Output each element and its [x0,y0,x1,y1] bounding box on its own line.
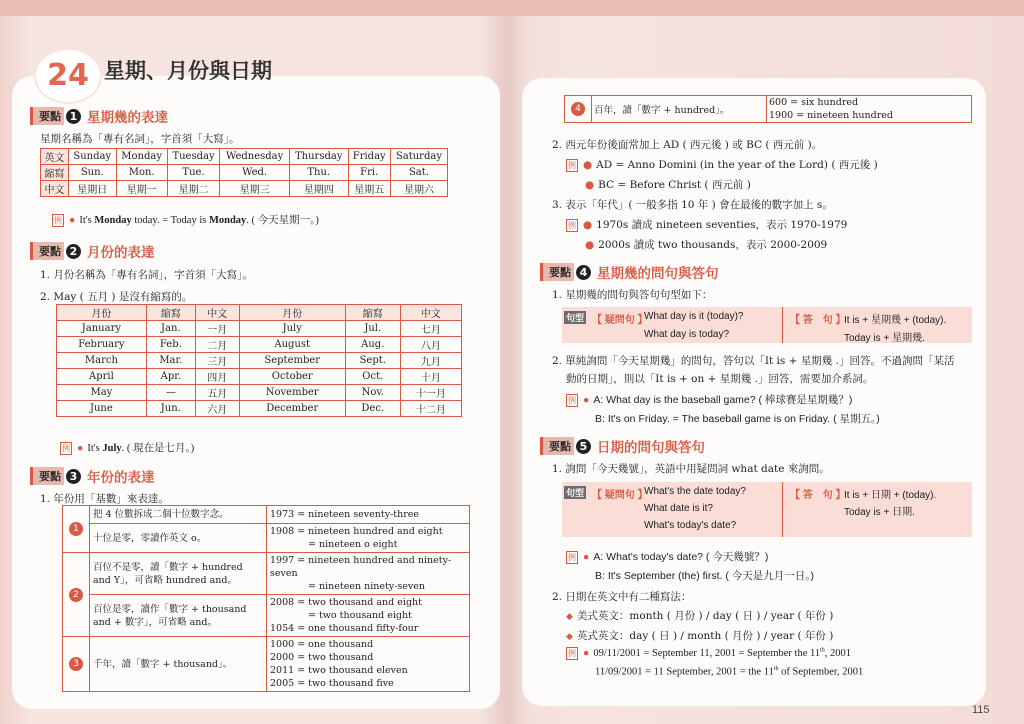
table-row [565,96,972,123]
answer-label: 【 答 句 】 [790,315,846,326]
table-cell: June [57,401,147,417]
year-table [62,505,470,692]
table-cell: 三月 [195,353,239,369]
example-badge: 例 [54,216,62,225]
example-line: = nineteen ninety-seven [308,581,425,592]
column-header: 中文 [195,305,239,321]
table-cell: Sunday [68,149,116,165]
table-row [57,337,462,353]
sec4-line2: 2. 單純詢問「今天星期幾」的問句，答句以「It is + 星期幾 .」回答。不過詢問「某活 [552,355,955,367]
table-cell: Tuesday [167,149,220,165]
rule-cell: 百位不是零，讀「數字 + hundred and Y」，可省略 hundred and。 [90,553,267,595]
section-title: 月份的表達 [87,245,155,261]
table-row [41,165,448,181]
year-table-continued [564,95,972,123]
table-cell: 十月 [400,369,461,385]
rule-cell: 百年，讀「數字 + hundred」。 [592,96,767,123]
divider [782,482,783,537]
weekday-table [40,148,448,197]
table-cell: Friday [348,149,390,165]
example-cell [267,637,470,692]
table-cell: 星期二 [167,181,220,197]
table-cell: Thursday [289,149,348,165]
table-cell: 星期六 [390,181,447,197]
example-badge: 例 [568,553,576,562]
divider [782,307,783,343]
table-cell: — [146,385,195,401]
table-row [41,149,448,165]
decade-example-1: 例 ● 1970s 讀成 nineteen seventies，表示 1970-1979 [568,219,848,231]
question-2: What date is it? [644,503,713,514]
section-1-heading [30,106,168,126]
section-title: 年份的表達 [87,470,155,486]
sec3-line1: 1. 年份用「基數」來表達。 [40,493,169,505]
example-badge: 例 [568,649,576,658]
date-pattern-box [562,482,972,537]
us-format: ◆ 美式英文：month ( 月份 ) / day ( 日 ) / year ( 年份 ) [566,610,834,622]
table-cell: October [239,369,345,385]
bullet-icon: ● [69,215,76,226]
example-line: 2000 = two thousand [270,652,374,663]
table-cell: 一月 [195,321,239,337]
table-cell: 八月 [400,337,461,353]
row-label: 縮寫 [41,165,69,181]
sec4-example-b: B: It's on Friday. = The baseball game is on Friday. ( 星期五。) [595,413,880,425]
ad-example: 例 ● AD = Anno Domini (in the year of the Lord) ( 西元後 ) [568,159,878,171]
table-cell: 九月 [400,353,461,369]
page-top-band [0,0,1024,16]
table-cell: December [239,401,345,417]
diamond-icon: ◆ [566,632,573,642]
example-line: = nineteen o eight [308,539,398,550]
table-cell: 二月 [195,337,239,353]
bullet-icon: ● [583,394,590,406]
table-cell: Sun. [68,165,116,181]
table-row [57,353,462,369]
date-example-2: 11/09/2001 = 11 September, 2001 = the 11th of September, 2001 [595,666,864,678]
group-cell [63,506,90,553]
table-cell: Nov. [345,385,400,401]
row-label: 中文 [41,181,69,197]
column-header: 月份 [239,305,345,321]
table-cell: Jan. [146,321,195,337]
bullet-icon: ● [583,551,590,563]
section-number: 4 [576,265,591,280]
yaodian-tag: 要點 [30,242,64,260]
bullet-icon: ● [583,159,593,171]
example-badge: 例 [62,444,70,453]
answer-2: Today is + 日期. [844,507,915,518]
table-cell: Mon. [116,165,167,181]
table-cell: 星期三 [220,181,290,197]
sec2-line2: 2. May ( 五月 ) 是沒有縮寫的。 [40,291,193,303]
table-row [63,553,470,595]
table-cell: 星期一 [116,181,167,197]
sec4-example-a: 例 ● A: What day is the baseball game? ( 棒球賽是星期幾？) [568,394,853,406]
table-cell: Wednesday [220,149,290,165]
group-cell [63,637,90,692]
example-line: 2011 = two thousand eleven [270,665,408,676]
column-header: 月份 [57,305,147,321]
table-row [57,385,462,401]
bullet-icon: ● [583,219,593,231]
circle-number: 3 [69,657,83,671]
section-number: 5 [576,439,591,454]
circle-number: 4 [571,102,585,116]
table-cell: Mar. [146,353,195,369]
table-cell: 四月 [195,369,239,385]
sec4-line2b: 動的日期」，則以「It is + on + 星期幾 .」回答，需要加介系詞。 [566,373,874,385]
question-label: 【 疑問句 】 [592,315,648,326]
sec4-line1: 1. 星期幾的問句與答句句型如下： [552,289,713,301]
section-5-heading [540,436,705,456]
yaodian-tag: 要點 [30,467,64,485]
example-badge: 例 [568,396,576,405]
example-cell [267,553,470,595]
table-cell: Wed. [220,165,290,181]
table-cell: Jun. [146,401,195,417]
table-cell: 十二月 [400,401,461,417]
table-cell: February [57,337,147,353]
question-label: 【 疑問句 】 [592,490,648,501]
table-cell: 星期日 [68,181,116,197]
sec5-line1: 1. 詢問「今天幾號」，英語中用疑問詞 what date 來詢問。 [552,463,830,475]
date-example-1: 例 ● 09/11/2001 = September 11, 2001 = September the 11th, 2001 [568,647,852,659]
row-label: 英文 [41,149,69,165]
question-3: What's today's date? [644,520,737,531]
section-2-heading [30,241,155,261]
example-line: 1000 = one thousand [270,639,374,650]
table-cell: Aug. [345,337,400,353]
table-cell: Tue. [167,165,220,181]
sec5-example-a: 例 ● A: What's today's date? ( 今天幾號？) [568,551,769,563]
table-row [57,401,462,417]
table-cell: November [239,385,345,401]
circle-number: 2 [69,588,83,602]
pattern-label: 句型 [566,488,585,498]
table-cell: 十一月 [400,385,461,401]
example-badge: 例 [568,221,576,230]
circle-number: 1 [69,522,83,536]
table-cell: 星期五 [348,181,390,197]
column-header: 縮寫 [345,305,400,321]
table-cell: Fri. [348,165,390,181]
section-title: 星期幾的問句與答句 [597,266,719,282]
sec3-line3: 3. 表示「年代」( 一般多指 10 年 ) 會在最後的數字加上 s。 [552,199,833,211]
pattern-label: 句型 [566,313,585,323]
rule-cell: 十位是零，零讀作英文 o。 [90,524,267,553]
table-cell: 六月 [195,401,239,417]
section-number: 2 [66,244,81,259]
example-line: 1908 = nineteen hundred and eight [270,526,443,537]
table-cell: Apr. [146,369,195,385]
answer-label: 【 答 句 】 [790,490,846,501]
section-4-heading [540,262,719,282]
sec2-example: 例 ● It's July. ( 現在是七月。) [62,443,195,454]
rule-cell: 把 4 位數拆成二個十位數字念。 [90,506,267,524]
sec1-example: 例 ● It's Monday today. = Today is Monday. ( 今天星期一。) [54,215,319,226]
answer-1: It is + 星期幾 + (today). [844,315,947,326]
diamond-icon: ◆ [566,612,573,622]
table-cell: 五月 [195,385,239,401]
table-cell: January [57,321,147,337]
bullet-icon: ● [583,648,590,659]
sec1-intro: 星期名稱為「專有名詞」，字首須「大寫」。 [40,133,240,145]
example-line: 1054 = one thousand fifty-four [270,623,419,634]
table-row [57,369,462,385]
table-header-row [57,305,462,321]
table-cell: Jul. [345,321,400,337]
rule-cell: 千年，讀「數字 + thousand」。 [90,637,267,692]
bullet-icon: ● [77,443,84,454]
table-cell: 七月 [400,321,461,337]
yaodian-tag: 要點 [540,263,574,281]
bc-example: ● BC = Before Christ ( 西元前 ) [585,179,751,191]
yaodian-tag: 要點 [30,107,64,125]
example-line: 1997 = nineteen hundred and ninety-seven [270,555,452,579]
table-cell: Thu. [289,165,348,181]
answer-2: Today is + 星期幾. [844,333,925,344]
table-cell: Sept. [345,353,400,369]
table-row [63,506,470,524]
section-title: 日期的問句與答句 [597,440,705,456]
bullet-icon: ● [585,179,595,191]
table-cell: August [239,337,345,353]
table-row [57,321,462,337]
table-cell: Oct. [345,369,400,385]
table-row [63,637,470,692]
table-cell: Feb. [146,337,195,353]
table-cell: March [57,353,147,369]
section-title: 星期幾的表達 [87,110,168,126]
question-1: What day is it (today)? [644,311,744,322]
yaodian-tag: 要點 [540,437,574,455]
column-header: 縮寫 [146,305,195,321]
table-row [63,524,470,553]
example-line: 1973 = nineteen seventy-three [270,509,419,520]
example-line: = two thousand eight [308,610,412,621]
month-table [56,304,462,417]
sec2-line1: 1. 月份名稱為「專有名詞」，字首須「大寫」。 [40,269,253,281]
table-cell: Monday [116,149,167,165]
example-line: 2005 = two thousand five [270,678,394,689]
table-cell: Sat. [390,165,447,181]
table-cell: May [57,385,147,401]
section-number: 1 [66,109,81,124]
table-cell: Dec. [345,401,400,417]
group-cell [63,553,90,637]
sec5-line2: 2. 日期在英文中有二種寫法： [552,591,692,603]
example-badge: 例 [568,161,576,170]
example-line: 2008 = two thousand and eight [270,597,422,608]
example-cell [267,524,470,553]
chapter-number: 24 [34,48,102,104]
example-cell: 600 = six hundred 1900 = nineteen hundred [767,96,972,123]
question-1: What's the date today? [644,486,746,497]
bullet-icon: ● [585,239,595,251]
page-number: 115 [972,704,990,716]
section-number: 3 [66,469,81,484]
sec5-example-b: B: It's September (the) first. ( 今天是九月一日。) [595,570,815,582]
chapter-title: 星期、月份與日期 [104,58,272,83]
table-cell: 星期四 [289,181,348,197]
uk-format: ◆ 英式英文：day ( 日 ) / month ( 月份 ) / year ( 年份 ) [566,630,834,642]
table-cell: Saturday [390,149,447,165]
table-cell: April [57,369,147,385]
question-2: What day is today? [644,329,730,340]
table-cell: July [239,321,345,337]
column-header: 中文 [400,305,461,321]
answer-1: It is + 日期 + (today). [844,490,937,501]
rule-cell: 百位是零，讀作「數字 + thousand and + 數字」，可省略 and。 [90,595,267,637]
section-3-heading [30,466,155,486]
example-cell [267,595,470,637]
table-cell: September [239,353,345,369]
table-row [63,595,470,637]
table-row [41,181,448,197]
weekday-pattern-box [562,307,972,343]
decade-example-2: ● 2000s 讀成 two thousands，表示 2000-2009 [585,239,828,251]
sec3-line2: 2. 西元年份後面常加上 AD ( 西元後 ) 或 BC ( 西元前 )。 [552,139,823,151]
example-cell [267,506,470,524]
